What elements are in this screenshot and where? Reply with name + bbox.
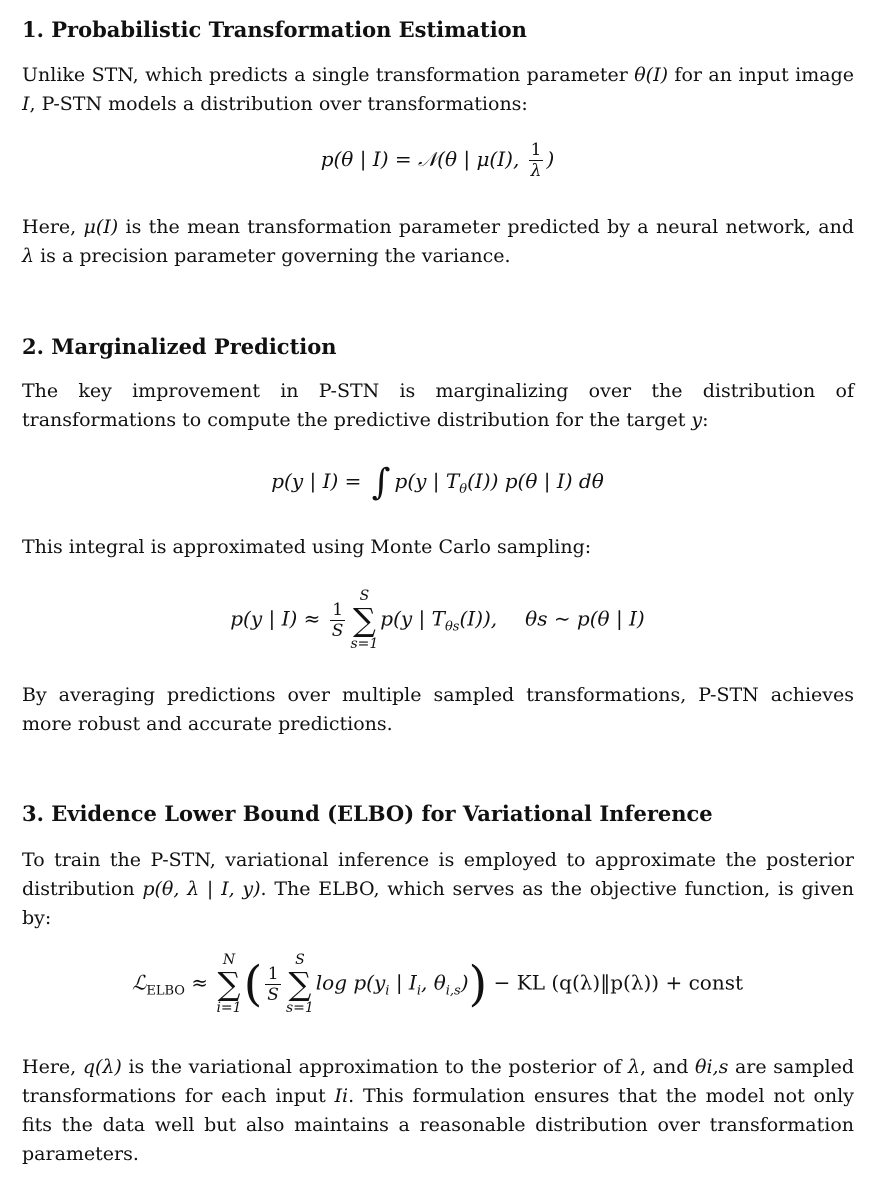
eq-rhs: p(y | T bbox=[394, 469, 460, 493]
math-inline: I bbox=[22, 93, 30, 115]
eq-rhs: p(y | T bbox=[380, 606, 445, 631]
eq-rhs: (I)), bbox=[459, 606, 498, 631]
eq-lhs: p(θ | I) = bbox=[320, 147, 418, 171]
text: Here, bbox=[22, 1056, 83, 1078]
equation-monte-carlo bbox=[0, 588, 875, 652]
text: for an input image bbox=[668, 64, 854, 86]
eq-body: ) bbox=[460, 970, 469, 995]
section-2-title: 2. Marginalized Prediction bbox=[22, 334, 337, 359]
text: : bbox=[702, 409, 709, 431]
section-3-title: 3. Evidence Lower Bound (ELBO) for Variational Inference bbox=[22, 801, 713, 826]
eq-lhs: p(y | I) ≈ bbox=[230, 606, 327, 631]
subscript: ELBO bbox=[146, 983, 185, 999]
math-inline: q(λ) bbox=[82, 1056, 122, 1078]
sum-operator bbox=[350, 588, 378, 652]
frac-num: 1 bbox=[265, 964, 281, 985]
section-1-paragraph-2 bbox=[22, 213, 854, 271]
math-inline: μ(I) bbox=[83, 216, 119, 238]
frac-den: S bbox=[331, 620, 344, 641]
fraction bbox=[529, 140, 544, 181]
sum-lower: i=1 bbox=[216, 1000, 242, 1016]
section-3-paragraph-1 bbox=[22, 846, 854, 933]
eq-body: log p(y bbox=[315, 970, 386, 995]
frac-num: 1 bbox=[530, 140, 542, 160]
sum-upper: S bbox=[295, 952, 305, 968]
fraction bbox=[330, 600, 346, 641]
equation-elbo bbox=[0, 952, 875, 1016]
sum-symbol: ∑ bbox=[288, 965, 312, 1003]
text: The key improvement in P-STN is marginalizing over the distribution of transformations to compute the predictive distribution for the target bbox=[22, 380, 854, 431]
sum-symbol: ∑ bbox=[352, 601, 376, 639]
text: , and bbox=[640, 1056, 696, 1078]
elbo-symbol: ℒ bbox=[131, 970, 147, 995]
normal-symbol: 𝒩 bbox=[417, 147, 438, 171]
eq-tail: − KL (q(λ)‖p(λ)) + const bbox=[487, 970, 744, 995]
frac-den: S bbox=[267, 984, 279, 1005]
eq-body: | I bbox=[389, 970, 417, 995]
text: is a precision parameter governing the variance. bbox=[34, 245, 511, 267]
math-inline: p(θ, λ | I, y) bbox=[142, 878, 261, 900]
section-2-paragraph-2: This integral is approximated using Monte Carlo sampling: bbox=[22, 536, 592, 558]
section-2-paragraph-3: By averaging predictions over multiple sampled transformations, P-STN achieves more robust and accurate predictions. bbox=[22, 684, 854, 735]
math-inline: y bbox=[691, 409, 703, 431]
sum-operator-inner bbox=[286, 952, 314, 1016]
text: To train the P-STN, variational inference is employed to approximate the posterior distribution bbox=[22, 849, 854, 900]
math-inline: θi,s bbox=[695, 1056, 729, 1078]
section-1-title: 1. Probabilistic Transformation Estimation bbox=[22, 17, 527, 42]
integral-symbol: ∫ bbox=[371, 462, 391, 503]
eq-mid: (θ | μ(I), bbox=[437, 147, 526, 171]
text: is the mean transformation parameter predicted by a neural network, and bbox=[118, 216, 854, 238]
text: are sampled transformations for each input bbox=[22, 1056, 854, 1107]
sum-lower: s=1 bbox=[285, 1000, 314, 1016]
eq-lhs: p(y | I) = bbox=[271, 469, 368, 493]
text: . The ELBO, which serves as the objective function, is given by: bbox=[22, 878, 854, 929]
equation-marginal-integral bbox=[0, 462, 875, 503]
left-paren: ( bbox=[243, 956, 263, 1012]
frac-den: λ bbox=[530, 161, 542, 181]
equation-normal-distribution bbox=[0, 140, 875, 181]
sum-operator-outer bbox=[216, 952, 241, 1016]
eq-end: ) bbox=[546, 147, 555, 171]
subscript: i,s bbox=[445, 983, 461, 999]
math-inline: λ bbox=[22, 245, 35, 267]
subscript: i bbox=[385, 983, 390, 999]
section-3-paragraph-2 bbox=[22, 1053, 854, 1169]
section-1-paragraph-1 bbox=[22, 61, 854, 119]
math-inline: λ bbox=[627, 1056, 641, 1078]
frac-num: 1 bbox=[330, 600, 346, 621]
eq-rhs: (I)) p(θ | I) dθ bbox=[467, 469, 604, 493]
subscript: i bbox=[416, 983, 421, 999]
math-inline: θ(I) bbox=[634, 64, 668, 86]
approx-symbol: ≈ bbox=[184, 970, 215, 995]
sum-lower: s=1 bbox=[350, 636, 379, 652]
right-paren: ) bbox=[468, 956, 488, 1012]
eq-body: , θ bbox=[421, 970, 446, 995]
text: Unlike STN, which predicts a single transformation parameter bbox=[22, 64, 635, 86]
math-inline: Ii bbox=[334, 1085, 349, 1107]
sum-symbol: ∑ bbox=[217, 965, 241, 1003]
text: , P-STN models a distribution over transformations: bbox=[29, 93, 528, 115]
section-2-paragraph-1 bbox=[22, 377, 854, 435]
text: Here, bbox=[22, 216, 84, 238]
fraction bbox=[265, 964, 281, 1005]
subscript: θs bbox=[444, 619, 460, 635]
text: . This formulation ensures that the model not only fits the data well but also maintains a reasonable distribution over transformation parameters. bbox=[22, 1085, 854, 1165]
eq-condition: θs ∼ p(θ | I) bbox=[525, 606, 645, 631]
text: is the variational approximation to the posterior of bbox=[121, 1056, 628, 1078]
sum-upper: N bbox=[222, 952, 236, 968]
sum-upper: S bbox=[359, 588, 370, 604]
subscript: θ bbox=[459, 482, 468, 497]
